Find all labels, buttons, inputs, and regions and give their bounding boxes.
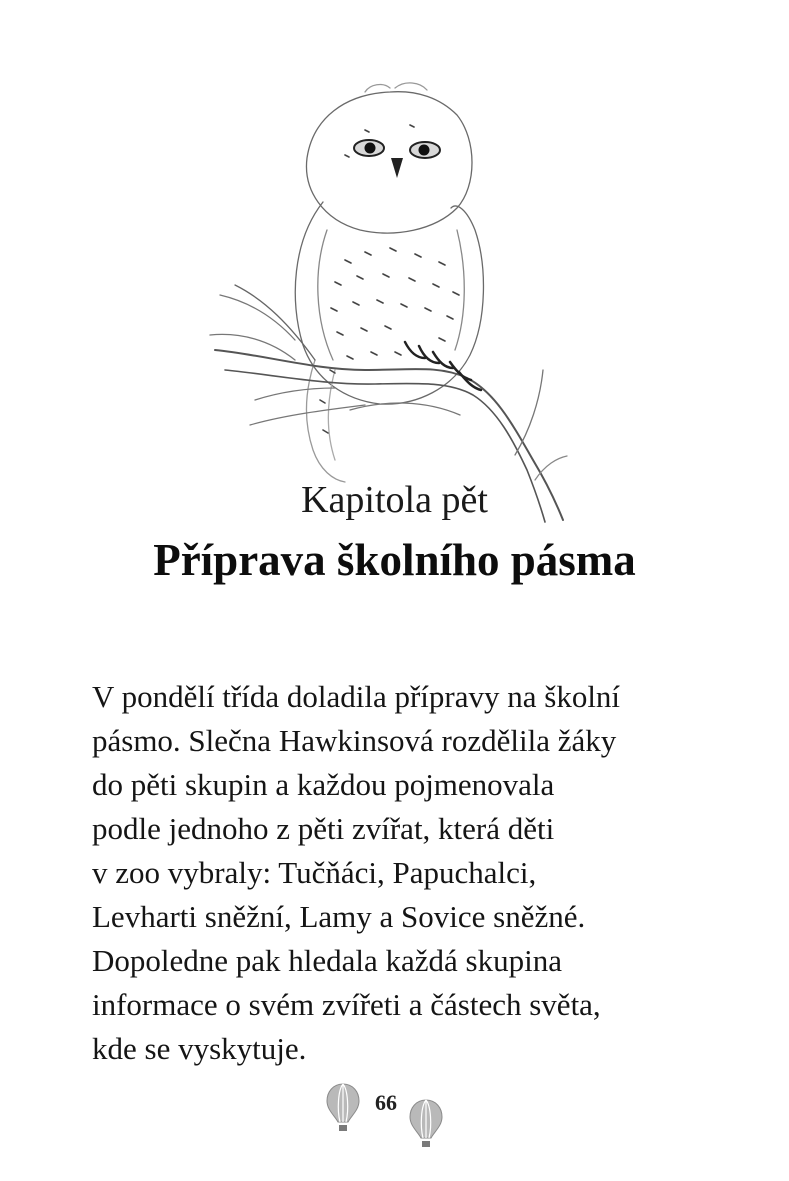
page-number: 66	[375, 1090, 397, 1115]
hot-air-balloon-icon	[408, 1098, 444, 1150]
page-footer	[0, 1080, 789, 1150]
paragraph-line: do pěti skupin a každou pojmenovala	[92, 767, 555, 802]
paragraph-line: v zoo vybraly: Tučňáci, Papuchalci,	[92, 855, 537, 890]
owl-illustration	[195, 70, 575, 525]
body-paragraph	[92, 675, 752, 1071]
paragraph-line: V pondělí třída doladila přípravy na školní	[92, 679, 621, 714]
paragraph-line: Levharti sněžní, Lamy a Sovice sněžné.	[92, 899, 586, 934]
paragraph-line: pásmo. Slečna Hawkinsová rozdělila žáky	[92, 723, 617, 758]
paragraph-line: podle jednoho z pěti zvířat, která děti	[92, 811, 555, 846]
chapter-label: Kapitola pět	[301, 479, 488, 521]
paragraph-line: informace o svém zvířeti a částech světa,	[92, 987, 601, 1022]
paragraph-line: Dopoledne pak hledala každá skupina	[92, 943, 562, 978]
hot-air-balloon-icon	[325, 1082, 361, 1134]
chapter-title: Příprava školního pásma	[153, 535, 636, 585]
paragraph-line: kde se vyskytuje.	[92, 1031, 307, 1066]
